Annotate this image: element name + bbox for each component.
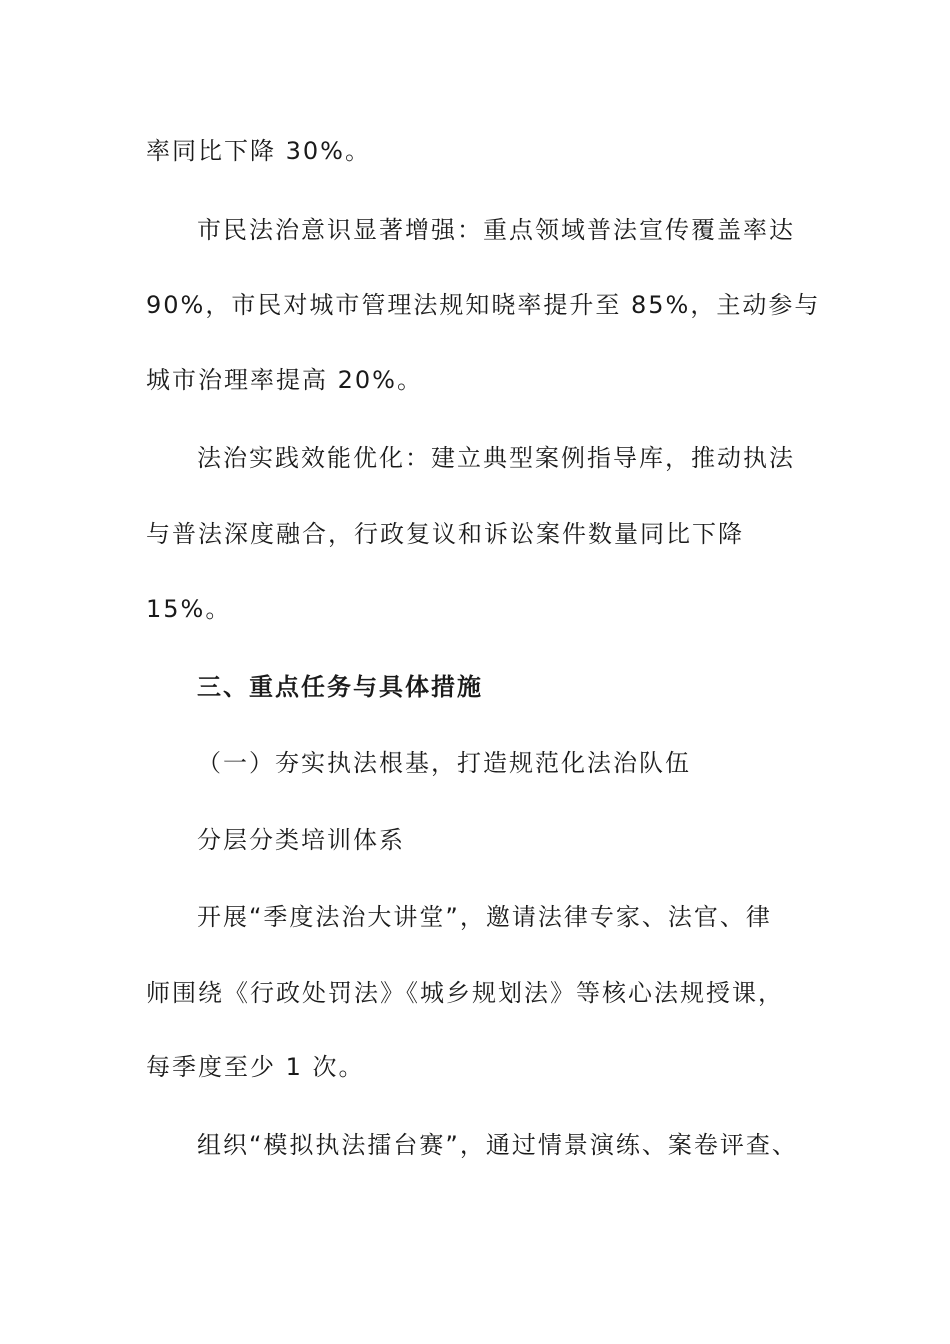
paragraph-line-3: 90%，市民对城市管理法规知晓率提升至 85%，主动参与 (146, 291, 821, 319)
paragraph-line-7: 15%。 (146, 595, 232, 623)
paragraph-line-10: 每季度至少 1 次。 (146, 1053, 365, 1081)
paragraph-line-11: 组织“模拟执法擂台赛”，通过情景演练、案卷评查、 (197, 1131, 798, 1159)
item-title: 分层分类培训体系 (197, 826, 405, 854)
subsection-heading: （一）夯实执法根基，打造规范化法治队伍 (197, 749, 691, 777)
paragraph-line-8: 开展“季度法治大讲堂”，邀请法律专家、法官、律 (197, 903, 772, 931)
paragraph-line-1: 率同比下降 30%。 (146, 137, 371, 165)
paragraph-line-2: 市民法治意识显著增强：重点领域普法宣传覆盖率达 (197, 216, 795, 244)
paragraph-line-4: 城市治理率提高 20%。 (146, 366, 423, 394)
paragraph-line-6: 与普法深度融合，行政复议和诉讼案件数量同比下降 (146, 520, 744, 548)
paragraph-line-9: 师围绕《行政处罚法》《城乡规划法》等核心法规授课， (146, 979, 784, 1007)
paragraph-line-5: 法治实践效能优化：建立典型案例指导库，推动执法 (197, 444, 795, 472)
section-heading: 三、重点任务与具体措施 (197, 673, 483, 701)
